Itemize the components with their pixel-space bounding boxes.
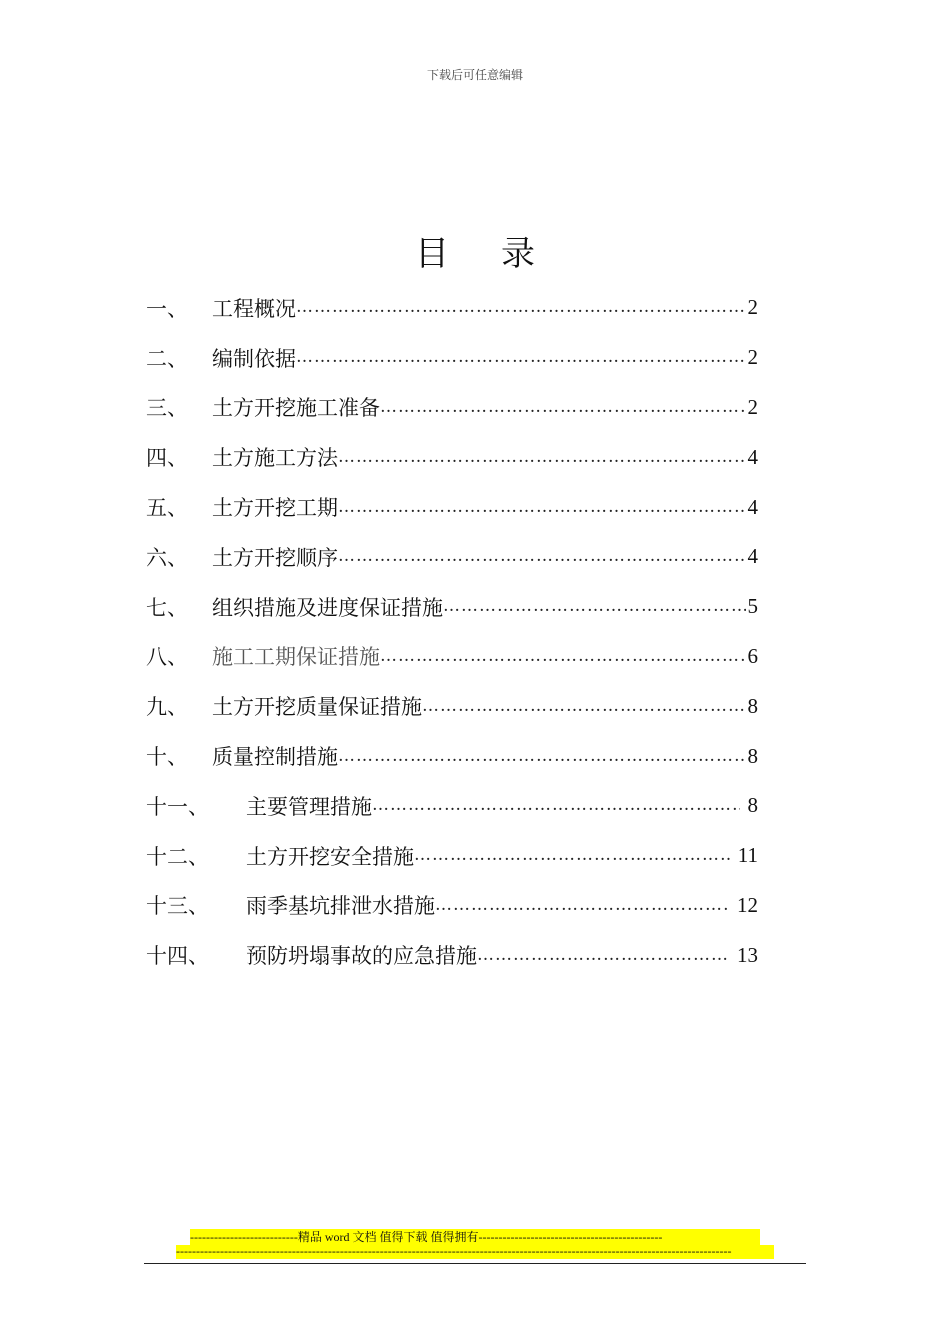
- toc-leader-dots: [435, 895, 729, 916]
- toc-leader-dots: [372, 795, 740, 816]
- toc-title-char: 录: [501, 234, 535, 274]
- toc-entry-label: 土方开挖顺序: [212, 545, 338, 570]
- toc-leader-dots: [422, 696, 746, 717]
- toc-entry-number: 七、: [146, 595, 188, 620]
- toc-entry-label: 质量控制措施: [212, 745, 338, 770]
- toc-entry[interactable]: [146, 283, 758, 333]
- toc-entry-page: 4: [747, 444, 758, 469]
- toc-entry-page: 4: [747, 494, 758, 519]
- toc-leader-dots: [443, 596, 746, 617]
- toc-leader-dots: [338, 497, 746, 518]
- toc-entry-label: 施工工期保证措施: [212, 645, 380, 670]
- toc-entry-number: 十一、: [146, 794, 209, 819]
- toc-title: [0, 226, 950, 275]
- toc-entry[interactable]: [146, 881, 758, 931]
- toc-entry-label: 土方开挖工期: [212, 496, 338, 521]
- toc-entry[interactable]: [146, 781, 758, 831]
- toc-entry-page: 13: [737, 942, 758, 967]
- toc-entry[interactable]: [146, 582, 758, 632]
- table-of-contents: [146, 283, 758, 980]
- toc-entry-page: 8: [747, 793, 758, 818]
- toc-entry-page: 2: [747, 345, 758, 370]
- toc-entry-number: 十三、: [146, 894, 209, 919]
- toc-entry[interactable]: [146, 432, 758, 482]
- toc-entry[interactable]: [146, 482, 758, 532]
- toc-leader-dots: [477, 945, 729, 966]
- footer-dash-line: -------------------------------------------------------------------------------------------------------------------------------------------: [176, 1245, 774, 1259]
- footer-watermark-line: ---------------------------精品 word 文档 值得下载 值得拥有----------------------------------------------: [190, 1229, 760, 1245]
- toc-entry-page: 6: [747, 643, 758, 668]
- toc-entry[interactable]: [146, 333, 758, 383]
- toc-entry[interactable]: [146, 681, 758, 731]
- toc-leader-dots: [414, 845, 730, 866]
- toc-entry-page: 12: [737, 892, 758, 917]
- toc-entry[interactable]: [146, 930, 758, 980]
- toc-entry[interactable]: [146, 532, 758, 582]
- toc-leader-dots: [380, 397, 746, 418]
- toc-entry-number: 十四、: [146, 944, 209, 969]
- toc-leader-dots: [296, 347, 746, 368]
- toc-entry-number: 二、: [146, 346, 188, 371]
- toc-leader-dots: [380, 646, 746, 667]
- toc-entry[interactable]: [146, 632, 758, 682]
- toc-leader-dots: [338, 746, 746, 767]
- toc-leader-dots: [338, 546, 746, 567]
- toc-entry-label: 编制依据: [212, 346, 296, 371]
- toc-entry-number: 八、: [146, 645, 188, 670]
- toc-entry-page: 4: [747, 544, 758, 569]
- toc-entry-page: 8: [747, 743, 758, 768]
- toc-entry-label: 土方开挖安全措施: [246, 844, 414, 869]
- toc-entry-label: 预防坍塌事故的应急措施: [246, 944, 477, 969]
- header-note: 下载后可任意编辑: [426, 68, 523, 82]
- toc-entry-number: 六、: [146, 545, 188, 570]
- toc-entry-number: 十二、: [146, 844, 209, 869]
- toc-entry-number: 四、: [146, 446, 188, 471]
- footer-rule: [144, 1263, 806, 1264]
- toc-entry-label: 组织措施及进度保证措施: [212, 595, 443, 620]
- toc-leader-dots: [338, 447, 746, 468]
- toc-entry-label: 土方施工方法: [212, 446, 338, 471]
- toc-entry-page: 11: [737, 843, 758, 868]
- toc-entry-label: 主要管理措施: [246, 794, 372, 819]
- toc-entry-page: 2: [747, 394, 758, 419]
- toc-entry[interactable]: [146, 831, 758, 881]
- toc-entry-number: 五、: [146, 496, 188, 521]
- toc-entry-number: 十、: [146, 745, 188, 770]
- toc-entry-number: 一、: [146, 296, 188, 321]
- toc-entry-label: 雨季基坑排泄水措施: [246, 894, 435, 919]
- toc-entry-page: 2: [747, 295, 758, 320]
- toc-entry[interactable]: [146, 731, 758, 781]
- toc-entry-number: 九、: [146, 695, 188, 720]
- toc-entry-label: 土方开挖施工准备: [212, 396, 380, 421]
- toc-entry-label: 工程概况: [212, 296, 296, 321]
- toc-leader-dots: [296, 297, 746, 318]
- toc-entry-label: 土方开挖质量保证措施: [212, 695, 422, 720]
- toc-entry-page: 5: [747, 594, 758, 619]
- toc-entry-page: 8: [747, 693, 758, 718]
- toc-title-char: 目: [415, 234, 449, 274]
- toc-entry-number: 三、: [146, 396, 188, 421]
- toc-entry[interactable]: [146, 383, 758, 433]
